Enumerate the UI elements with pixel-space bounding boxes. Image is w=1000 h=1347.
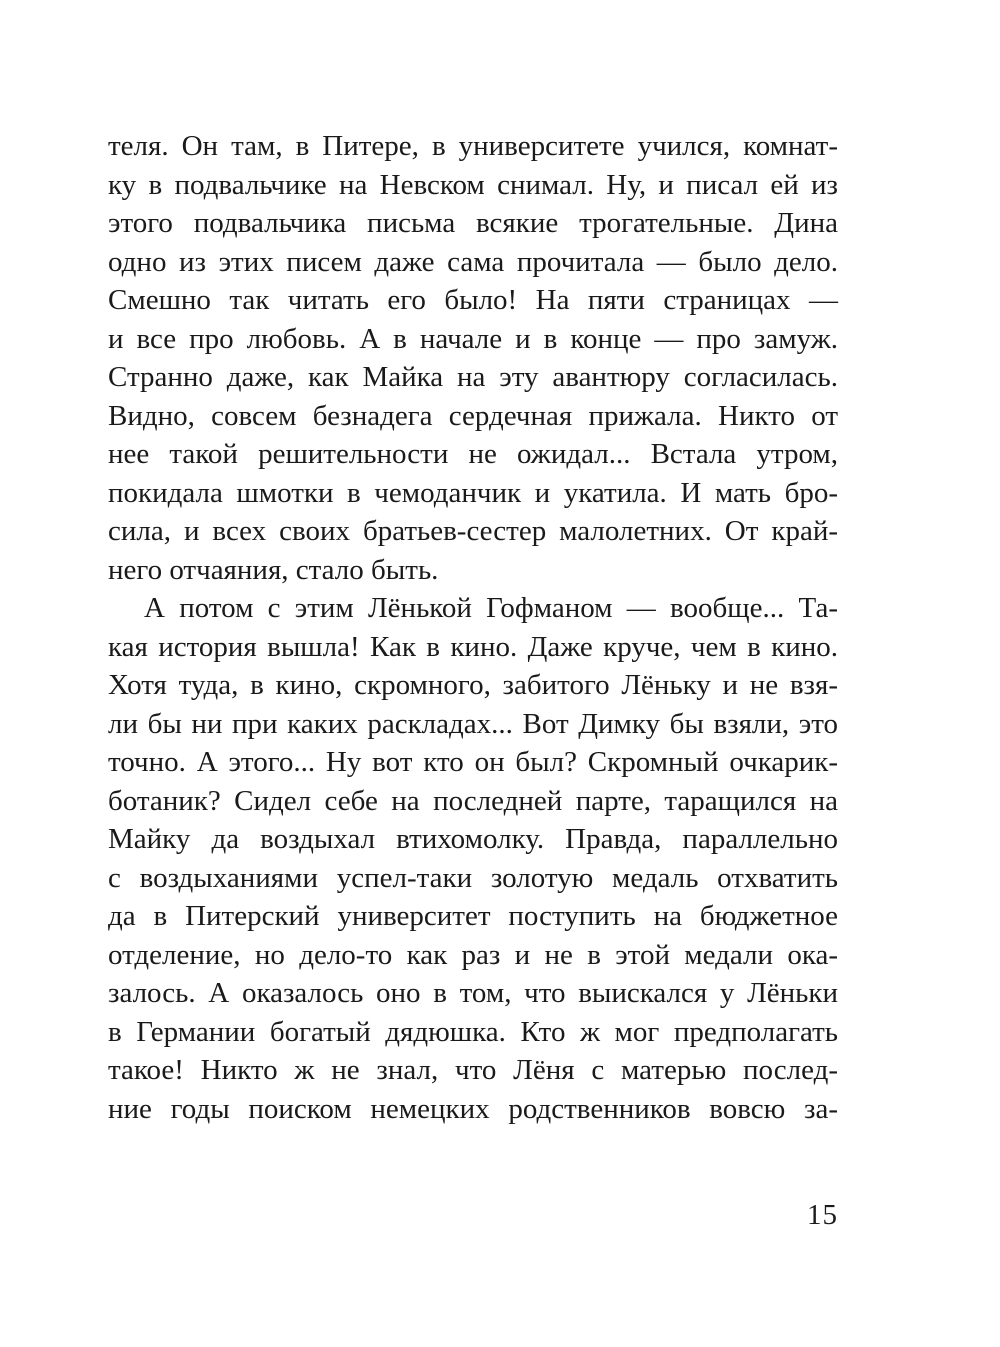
text-line: отделение, но дело-то как раз и не в этой медали ока- — [108, 938, 838, 971]
text-line: ботаник? Сидел себе на последней парте, таращился на — [108, 784, 838, 817]
text-line: А потом с этим Лёнькой Гофманом — вообще... Та- — [144, 592, 838, 624]
text-line: покидала шмотки в чемоданчик и укатила. И мать бро- — [108, 476, 838, 509]
text-line: Видно, совсем безнадега сердечная прижала. Никто от — [108, 399, 838, 432]
text-line: в Германии богатый дядюшка. Кто ж мог предполагать — [108, 1015, 838, 1048]
text-line: теля. Он там, в Питере, в университете учился, комнат- — [108, 130, 838, 162]
page-number: 15 — [807, 1199, 838, 1231]
text-line: и все про любовь. А в начале и в конце — про замуж. — [108, 322, 838, 355]
text-line: Смешно так читать его было! На пяти страницах — — [108, 284, 838, 316]
text-line: да в Питерский университет поступить на бюджетное — [108, 900, 838, 932]
text-line: Странно даже, как Майка на эту авантюру согласилась. — [108, 361, 838, 393]
paragraph-1 — [108, 127, 838, 589]
text-line: точно. А этого... Ну вот кто он был? Скромный очкарик- — [108, 746, 838, 778]
text-line: залось. А оказалось оно в том, что выискался у Лёньки — [108, 977, 838, 1009]
text-line: кая история вышла! Как в кино. Даже круче, чем в кино. — [108, 630, 838, 663]
text-line: одно из этих писем даже сама прочитала — было дело. — [108, 245, 838, 278]
text-line: ние годы поиском немецких родственников вовсю за- — [108, 1092, 838, 1125]
text-line: ку в подвальчике на Невском снимал. Ну, и писал ей из — [108, 168, 838, 201]
text-line: с воздыханиями успел-таки золотую медаль отхватить — [108, 861, 838, 894]
text-line: ли бы ни при каких раскладах... Вот Димку бы взяли, это — [108, 707, 838, 740]
text-line: Майку да воздыхал втихомолку. Правда, параллельно — [108, 823, 838, 855]
text-line: сила, и всех своих братьев-сестер малолетних. От край- — [108, 515, 838, 547]
text-line: такое! Никто ж не знал, что Лёня с матерью послед- — [108, 1054, 838, 1086]
text-line: него отчаяния, стало быть. — [108, 553, 439, 586]
text-line: этого подвальчика письма всякие трогательные. Дина — [108, 207, 838, 239]
paragraph-2 — [108, 589, 838, 1128]
text-line: Хотя туда, в кино, скромного, забитого Лёньку и не взя- — [108, 669, 838, 701]
text-line: нее такой решительности не ожидал... Встала утром, — [108, 438, 838, 470]
body-text — [108, 127, 838, 1128]
